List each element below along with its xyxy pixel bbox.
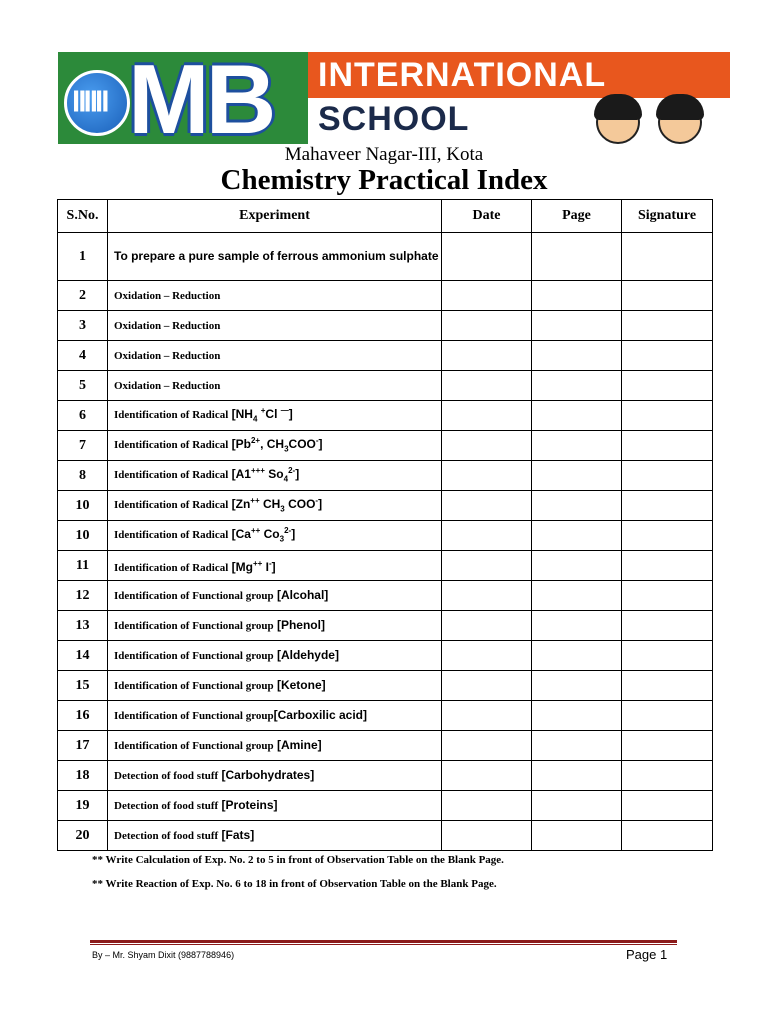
experiment-cell — [108, 761, 442, 791]
sno-cell: 15 — [58, 671, 108, 701]
page-cell — [532, 371, 622, 401]
experiment-cell — [108, 371, 442, 401]
sno-cell: 1 — [58, 233, 108, 281]
signature-cell — [622, 551, 713, 581]
table-row — [58, 491, 713, 521]
column-header-date: Date — [442, 200, 532, 233]
page-cell — [532, 491, 622, 521]
school-location: Mahaveer Nagar-III, Kota — [284, 144, 484, 165]
column-header-sno: S.No. — [58, 200, 108, 233]
table-row — [58, 791, 713, 821]
signature-cell — [622, 581, 713, 611]
sno-cell: 2 — [58, 281, 108, 311]
date-cell — [442, 491, 532, 521]
experiment-formula: [Mg++ I-] — [228, 558, 276, 574]
date-cell — [442, 701, 532, 731]
signature-cell — [622, 281, 713, 311]
experiment-formula: [Amine] — [273, 738, 322, 752]
column-header-experiment: Experiment — [108, 200, 442, 233]
page-cell — [532, 311, 622, 341]
experiment-cell — [108, 233, 442, 281]
table-row — [58, 641, 713, 671]
date-cell — [442, 671, 532, 701]
table-row — [58, 821, 713, 851]
signature-cell — [622, 791, 713, 821]
instruction-note: ** Write Calculation of Exp. No. 2 to 5 in front of Observation Table on the Blank Page. — [92, 854, 504, 866]
table-row — [58, 311, 713, 341]
experiment-cell — [108, 641, 442, 671]
page-cell — [532, 581, 622, 611]
date-cell — [442, 521, 532, 551]
signature-cell — [622, 761, 713, 791]
sno-cell: 10 — [58, 491, 108, 521]
experiment-cell — [108, 401, 442, 431]
experiment-label: Identification of Functional group — [114, 710, 274, 722]
table-row — [58, 761, 713, 791]
signature-cell — [622, 431, 713, 461]
experiment-cell — [108, 551, 442, 581]
sno-cell: 6 — [58, 401, 108, 431]
signature-cell — [622, 371, 713, 401]
date-cell — [442, 581, 532, 611]
people-icon: ǁǁǁ — [72, 88, 107, 113]
experiment-cell — [108, 821, 442, 851]
page-cell — [532, 431, 622, 461]
banner-mb-text: MB — [128, 52, 273, 144]
experiment-cell — [108, 281, 442, 311]
date-cell — [442, 551, 532, 581]
sno-cell: 20 — [58, 821, 108, 851]
date-cell — [442, 281, 532, 311]
date-cell — [442, 311, 532, 341]
experiment-cell — [108, 341, 442, 371]
date-cell — [442, 233, 532, 281]
banner-international-text: INTERNATIONAL — [318, 56, 607, 94]
banner-name-section — [308, 52, 730, 144]
experiment-label: Identification of Radical — [114, 469, 229, 482]
experiment-label: Oxidation – Reduction — [114, 349, 221, 362]
experiment-label: Identification of Functional group — [114, 620, 274, 632]
footer-author: By – Mr. Shyam Dixit (9887788946) — [92, 950, 235, 960]
experiment-formula: [$Pb^{2+}$, $CH_3COO^-$] — [228, 436, 323, 454]
sno-cell: 18 — [58, 761, 108, 791]
sno-cell: 7 — [58, 431, 108, 461]
experiment-label: Identification of Functional group — [114, 740, 274, 752]
page-cell — [532, 233, 622, 281]
experiment-cell — [108, 671, 442, 701]
column-header-signature: Signature — [622, 200, 713, 233]
signature-cell — [622, 341, 713, 371]
page-cell — [532, 701, 622, 731]
kids-illustration — [578, 92, 728, 144]
signature-cell — [622, 611, 713, 641]
table-row — [58, 233, 713, 281]
page-cell — [532, 641, 622, 671]
date-cell — [442, 461, 532, 491]
signature-cell — [622, 731, 713, 761]
experiment-label: Identification of Functional group — [114, 590, 274, 602]
signature-cell — [622, 671, 713, 701]
page-cell — [532, 551, 622, 581]
date-cell — [442, 611, 532, 641]
page-cell — [532, 611, 622, 641]
sno-cell: 13 — [58, 611, 108, 641]
table-row — [58, 341, 713, 371]
page-cell — [532, 521, 622, 551]
experiment-formula: [Phenol] — [273, 618, 325, 632]
signature-cell — [622, 521, 713, 551]
signature-cell — [622, 311, 713, 341]
experiment-cell — [108, 311, 442, 341]
column-header-page: Page — [532, 200, 622, 233]
table-row — [58, 521, 713, 551]
experiment-label: Oxidation – Reduction — [114, 319, 221, 332]
signature-cell — [622, 461, 713, 491]
experiment-label: Detection of food stuff — [114, 770, 219, 782]
signature-cell — [622, 641, 713, 671]
sno-cell: 3 — [58, 311, 108, 341]
experiment-label: Identification of Radical — [114, 439, 229, 452]
table-row — [58, 401, 713, 431]
date-cell — [442, 401, 532, 431]
footer-divider — [90, 940, 677, 943]
table-row — [58, 461, 713, 491]
experiment-label: Identification of Radical — [114, 561, 229, 574]
experiment-cell — [108, 731, 442, 761]
sno-cell: 19 — [58, 791, 108, 821]
page-cell — [532, 791, 622, 821]
experiment-label: Identification of Radical — [114, 409, 229, 422]
table-row — [58, 551, 713, 581]
experiment-formula: [Zn++ $CH_3$ COO-] — [228, 496, 323, 514]
date-cell — [442, 821, 532, 851]
banner-logo-section — [58, 52, 308, 144]
sno-cell: 16 — [58, 701, 108, 731]
school-banner — [58, 52, 730, 144]
table-row — [58, 611, 713, 641]
experiment-cell — [108, 431, 442, 461]
sno-cell: 12 — [58, 581, 108, 611]
date-cell — [442, 641, 532, 671]
table-row — [58, 581, 713, 611]
page-number: Page 1 — [626, 947, 668, 962]
table-row — [58, 731, 713, 761]
experiment-label: Identification of Functional group — [114, 680, 274, 692]
page-cell — [532, 341, 622, 371]
sno-cell: 11 — [58, 551, 108, 581]
date-cell — [442, 431, 532, 461]
experiment-formula: [Proteins] — [218, 798, 278, 812]
date-cell — [442, 371, 532, 401]
experiment-cell — [108, 491, 442, 521]
table-row — [58, 431, 713, 461]
page-cell — [532, 761, 622, 791]
sno-cell: 4 — [58, 341, 108, 371]
footer-divider-thin — [90, 944, 677, 945]
page-title: Chemistry Practical Index — [220, 164, 548, 196]
table-row — [58, 281, 713, 311]
signature-cell — [622, 701, 713, 731]
table-row — [58, 671, 713, 701]
experiment-formula: [Alcohal] — [273, 588, 329, 602]
page-cell — [532, 731, 622, 761]
kid-hair-icon — [594, 94, 642, 120]
experiment-label: Detection of food stuff — [114, 830, 219, 842]
experiment-formula: [Fats] — [218, 828, 255, 842]
signature-cell — [622, 491, 713, 521]
sno-cell: 17 — [58, 731, 108, 761]
experiment-formula: [Carboxilic acid] — [273, 708, 367, 722]
table-row — [58, 701, 713, 731]
experiment-label: Detection of food stuff — [114, 800, 219, 812]
experiment-label: Oxidation – Reduction — [114, 379, 221, 392]
sno-cell: 10 — [58, 521, 108, 551]
kid-hair-icon — [656, 94, 704, 120]
sno-cell: 14 — [58, 641, 108, 671]
page-cell — [532, 281, 622, 311]
experiment-formula: [Ca++ $Co_3^{2-}$] — [228, 526, 296, 544]
experiment-label: Identification of Radical — [114, 499, 229, 512]
date-cell — [442, 761, 532, 791]
signature-cell — [622, 401, 713, 431]
date-cell — [442, 791, 532, 821]
page-cell — [532, 401, 622, 431]
table-row — [58, 371, 713, 401]
experiment-label: To prepare a pure sample of ferrous ammonium sulphate — [114, 248, 439, 263]
experiment-formula: [Carbohydrates] — [218, 768, 315, 782]
experiment-formula: [A1+++ $So_4^{2-}$] — [228, 466, 300, 484]
signature-cell — [622, 821, 713, 851]
experiment-cell — [108, 611, 442, 641]
sno-cell: 8 — [58, 461, 108, 491]
page-cell — [532, 461, 622, 491]
experiment-formula: [$NH_4$ +Cl —] — [228, 406, 293, 424]
experiment-cell — [108, 791, 442, 821]
practical-index-table — [57, 199, 713, 851]
signature-cell — [622, 233, 713, 281]
sno-cell: 5 — [58, 371, 108, 401]
experiment-label: Identification of Functional group — [114, 650, 274, 662]
date-cell — [442, 731, 532, 761]
experiment-cell — [108, 701, 442, 731]
experiment-cell — [108, 581, 442, 611]
page-cell — [532, 821, 622, 851]
banner-school-text: SCHOOL — [318, 100, 470, 138]
page-cell — [532, 671, 622, 701]
experiment-cell — [108, 461, 442, 491]
experiment-formula: [Aldehyde] — [273, 648, 339, 662]
experiment-formula: [Ketone] — [273, 678, 326, 692]
date-cell — [442, 341, 532, 371]
table-header-row — [58, 200, 713, 233]
experiment-cell — [108, 521, 442, 551]
experiment-label: Identification of Radical — [114, 529, 229, 542]
instruction-note: ** Write Reaction of Exp. No. 6 to 18 in front of Observation Table on the Blank Page. — [92, 878, 497, 890]
table-body — [58, 233, 713, 851]
experiment-label: Oxidation – Reduction — [114, 289, 221, 302]
